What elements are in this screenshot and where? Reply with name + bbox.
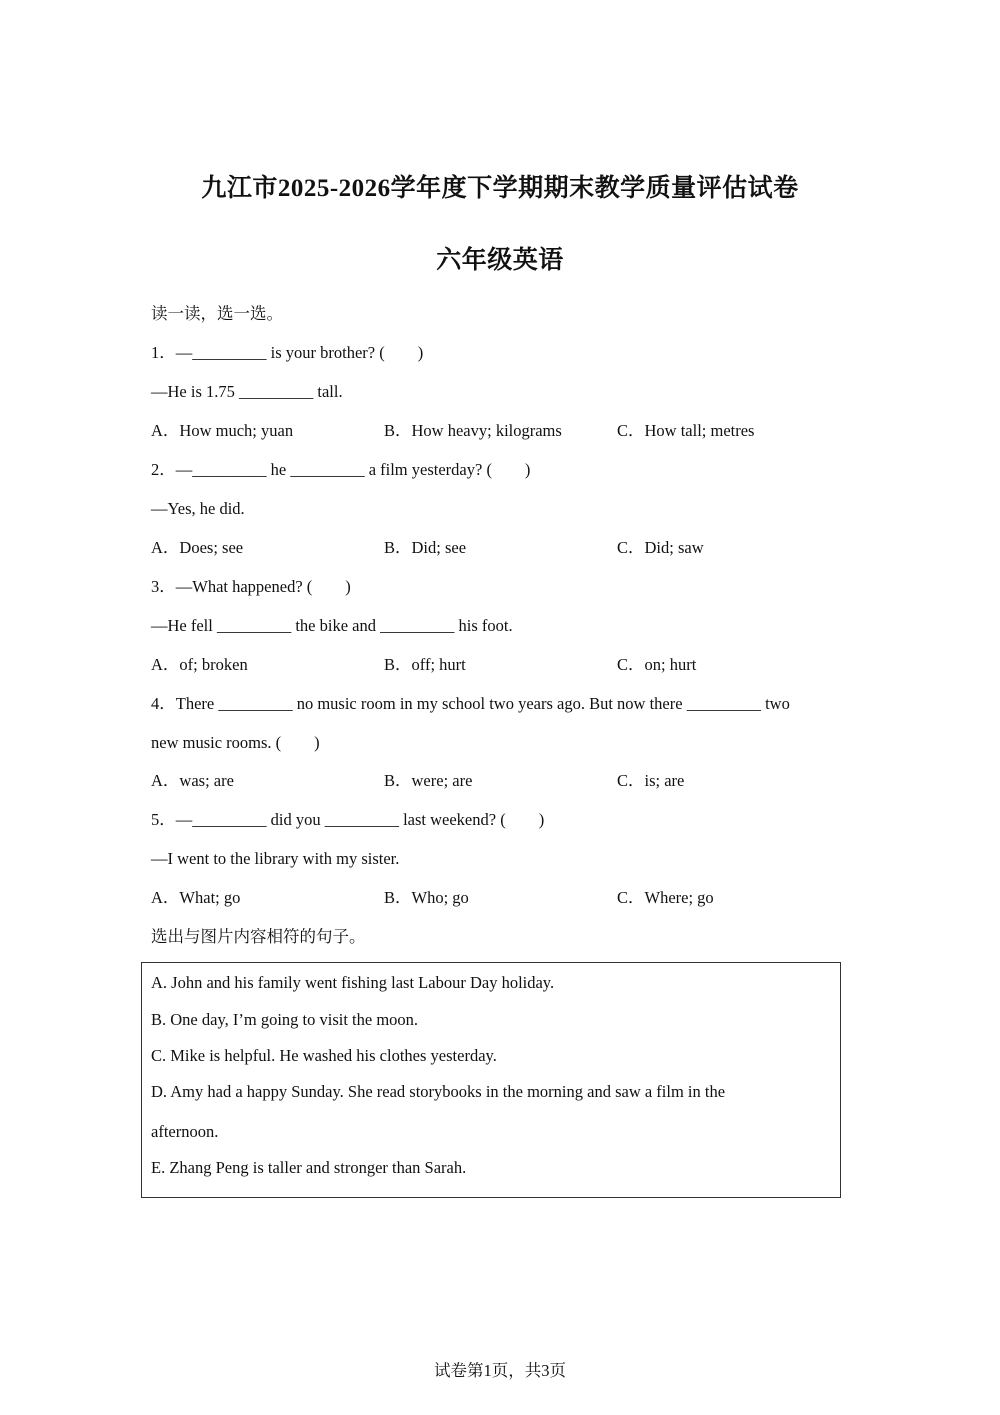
question-2-line-2: —Yes, he did. [151, 499, 245, 518]
question-1-option-b[interactable]: B．How heavy; kilograms [384, 421, 562, 440]
question-3-option-b[interactable]: B．off; hurt [384, 655, 466, 674]
question-1-option-c[interactable]: C．How tall; metres [617, 421, 755, 440]
question-4-option-c[interactable]: C．is; are [617, 771, 685, 790]
question-3-line-1: 3．—What happened? ( ) [151, 577, 351, 596]
question-5-option-a[interactable]: A．What; go [151, 888, 241, 907]
exam-title: 九江市2025-2026学年度下学期期末教学质量评估试卷 [201, 175, 799, 202]
question-3-option-a[interactable]: A．of; broken [151, 655, 248, 674]
question-5-option-b[interactable]: B．Who; go [384, 888, 469, 907]
question-2-option-a[interactable]: A．Does; see [151, 538, 244, 557]
question-4-line-2: new music rooms. ( ) [151, 733, 320, 752]
question-4-line-1: 4．There _________ no music room in my school two years ago. But now there _________ two [151, 694, 790, 713]
question-4-option-a[interactable]: A．was; are [151, 771, 234, 790]
section-heading-picture-match: 选出与图片内容相符的句子。 [151, 927, 366, 946]
question-5-line-2: —I went to the library with my sister. [151, 849, 400, 868]
section-heading-read-choose: 读一读，选一选。 [151, 304, 283, 323]
question-5-line-1: 5．—_________ did you _________ last weekend? ( ) [151, 810, 545, 829]
exam-subtitle: 六年级英语 [436, 247, 564, 274]
sentence-choice-e: E. Zhang Peng is taller and stronger than Sarah. [151, 1158, 467, 1177]
question-2-option-b[interactable]: B．Did; see [384, 538, 467, 557]
sentence-choice-a: A. John and his family went fishing last Labour Day holiday. [151, 973, 555, 992]
question-4-option-b[interactable]: B．were; are [384, 771, 473, 790]
question-1-option-a[interactable]: A．How much; yuan [151, 421, 294, 440]
sentence-choice-c: C. Mike is helpful. He washed his clothes yesterday. [151, 1046, 497, 1065]
question-2-line-1: 2．—_________ he _________ a film yesterday? ( ) [151, 460, 531, 479]
question-3-line-2: —He fell _________ the bike and _________ his foot. [151, 616, 513, 635]
sentence-choice-d: D. Amy had a happy Sunday. She read storybooks in the morning and saw a film in the [151, 1082, 726, 1101]
sentence-choice-d-continued: afternoon. [151, 1122, 219, 1141]
page-footer: 试卷第1页，共3页 [434, 1361, 566, 1380]
question-5-option-c[interactable]: C．Where; go [617, 888, 714, 907]
question-2-option-c[interactable]: C．Did; saw [617, 538, 704, 557]
question-3-option-c[interactable]: C．on; hurt [617, 655, 697, 674]
sentence-choices-box [141, 962, 841, 1198]
question-1-line-1: 1．—_________ is your brother? ( ) [151, 343, 424, 362]
sentence-choice-b: B. One day, I’m going to visit the moon. [151, 1010, 419, 1029]
question-1-line-2: —He is 1.75 _________ tall. [151, 382, 343, 401]
